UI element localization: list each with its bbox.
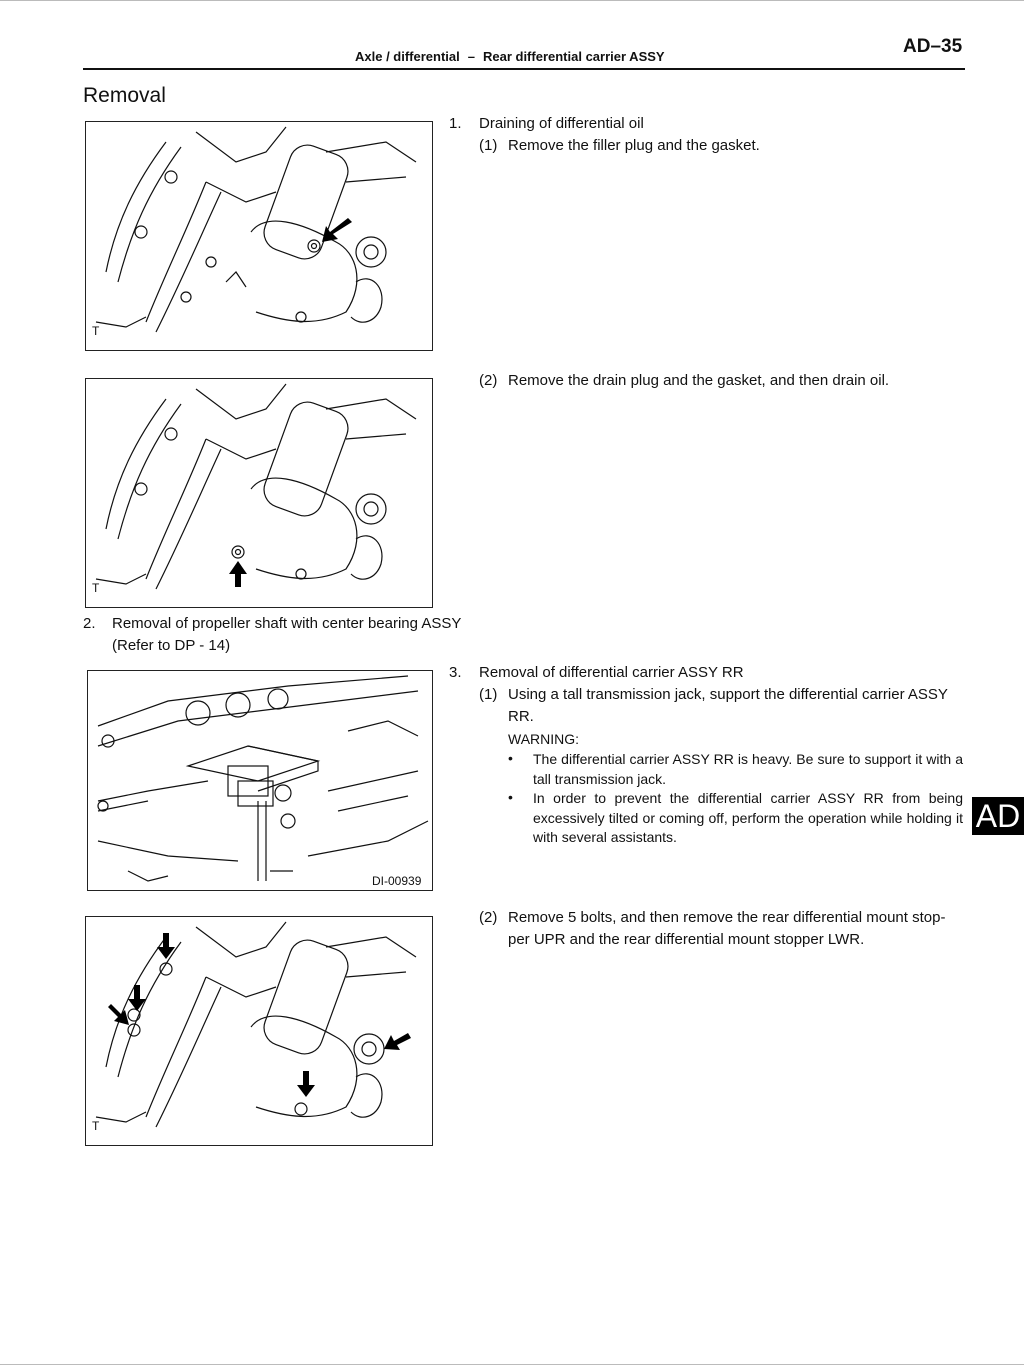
step-number: 2.	[83, 615, 96, 632]
step-reference: (Refer to DP - 14)	[112, 637, 231, 654]
bullet-marker: •	[508, 789, 513, 805]
step-text: Using a tall transmission jack, support the differential carrier ASSY	[508, 686, 948, 703]
figure-mount-stoppers	[85, 916, 433, 1146]
bullet-marker: •	[508, 750, 513, 766]
step-number: 3.	[449, 664, 462, 681]
figure-drain-plug	[85, 378, 433, 608]
illustration-differential-drain	[86, 379, 432, 607]
step-3-1	[479, 684, 969, 728]
step-number: (1)	[479, 686, 498, 703]
warning-bullet-1: The differential carrier ASSY RR is heavy. Be sure to support it with a tall transmission jack.	[533, 751, 963, 787]
step-number: (2)	[479, 372, 498, 389]
step-3-2	[479, 907, 969, 951]
illustration-mount-bolts	[86, 917, 432, 1145]
step-text: Removal of propeller shaft with center bearing ASSY	[112, 615, 462, 632]
step-1	[449, 113, 969, 135]
page-bottom-edge	[0, 1364, 1024, 1365]
header-rule	[83, 68, 965, 70]
step-number: (1)	[479, 137, 498, 154]
figure-id: DI-00939	[372, 874, 422, 888]
step-number: 1.	[449, 115, 462, 132]
step-text: Remove the filler plug and the gasket.	[508, 137, 760, 154]
page-top-edge	[0, 0, 1024, 1]
figure-mark: T	[92, 581, 100, 595]
figure-transmission-jack	[87, 670, 433, 891]
step-3	[449, 662, 969, 684]
step-text: Remove 5 bolts, and then remove the rear differential mount stop-	[508, 909, 946, 926]
running-header	[355, 49, 665, 64]
figure-mark: T	[92, 324, 100, 338]
page-number: AD–35	[903, 36, 963, 57]
step-text: Remove the drain plug and the gasket, and then drain oil.	[508, 372, 890, 389]
illustration-jack-support	[88, 671, 432, 890]
section-tab-ad: AD	[972, 797, 1024, 835]
header-separator: –	[467, 49, 475, 64]
header-section: Axle / differential	[355, 49, 460, 64]
step-2	[83, 613, 503, 657]
step-text-continued: RR.	[508, 708, 534, 725]
step-number: (2)	[479, 909, 498, 926]
illustration-differential-top	[86, 122, 432, 350]
figure-filler-plug	[85, 121, 433, 351]
section-title: Removal	[83, 84, 166, 107]
warning-label: WARNING:	[508, 731, 580, 747]
step-text: Draining of differential oil	[479, 115, 644, 132]
step-1-1	[479, 135, 969, 157]
step-text-continued: per UPR and the rear differential mount stopper LWR.	[508, 931, 865, 948]
figure-mark: T	[92, 1119, 100, 1133]
step-1-2	[479, 370, 969, 392]
warning-bullet-2: In order to prevent the differential carrier ASSY RR from being excessively tilted or coming off, perform the operation while holding it with several assistants.	[533, 790, 963, 845]
step-text: Removal of differential carrier ASSY RR	[479, 664, 744, 681]
header-subsection: Rear differential carrier ASSY	[482, 49, 665, 64]
